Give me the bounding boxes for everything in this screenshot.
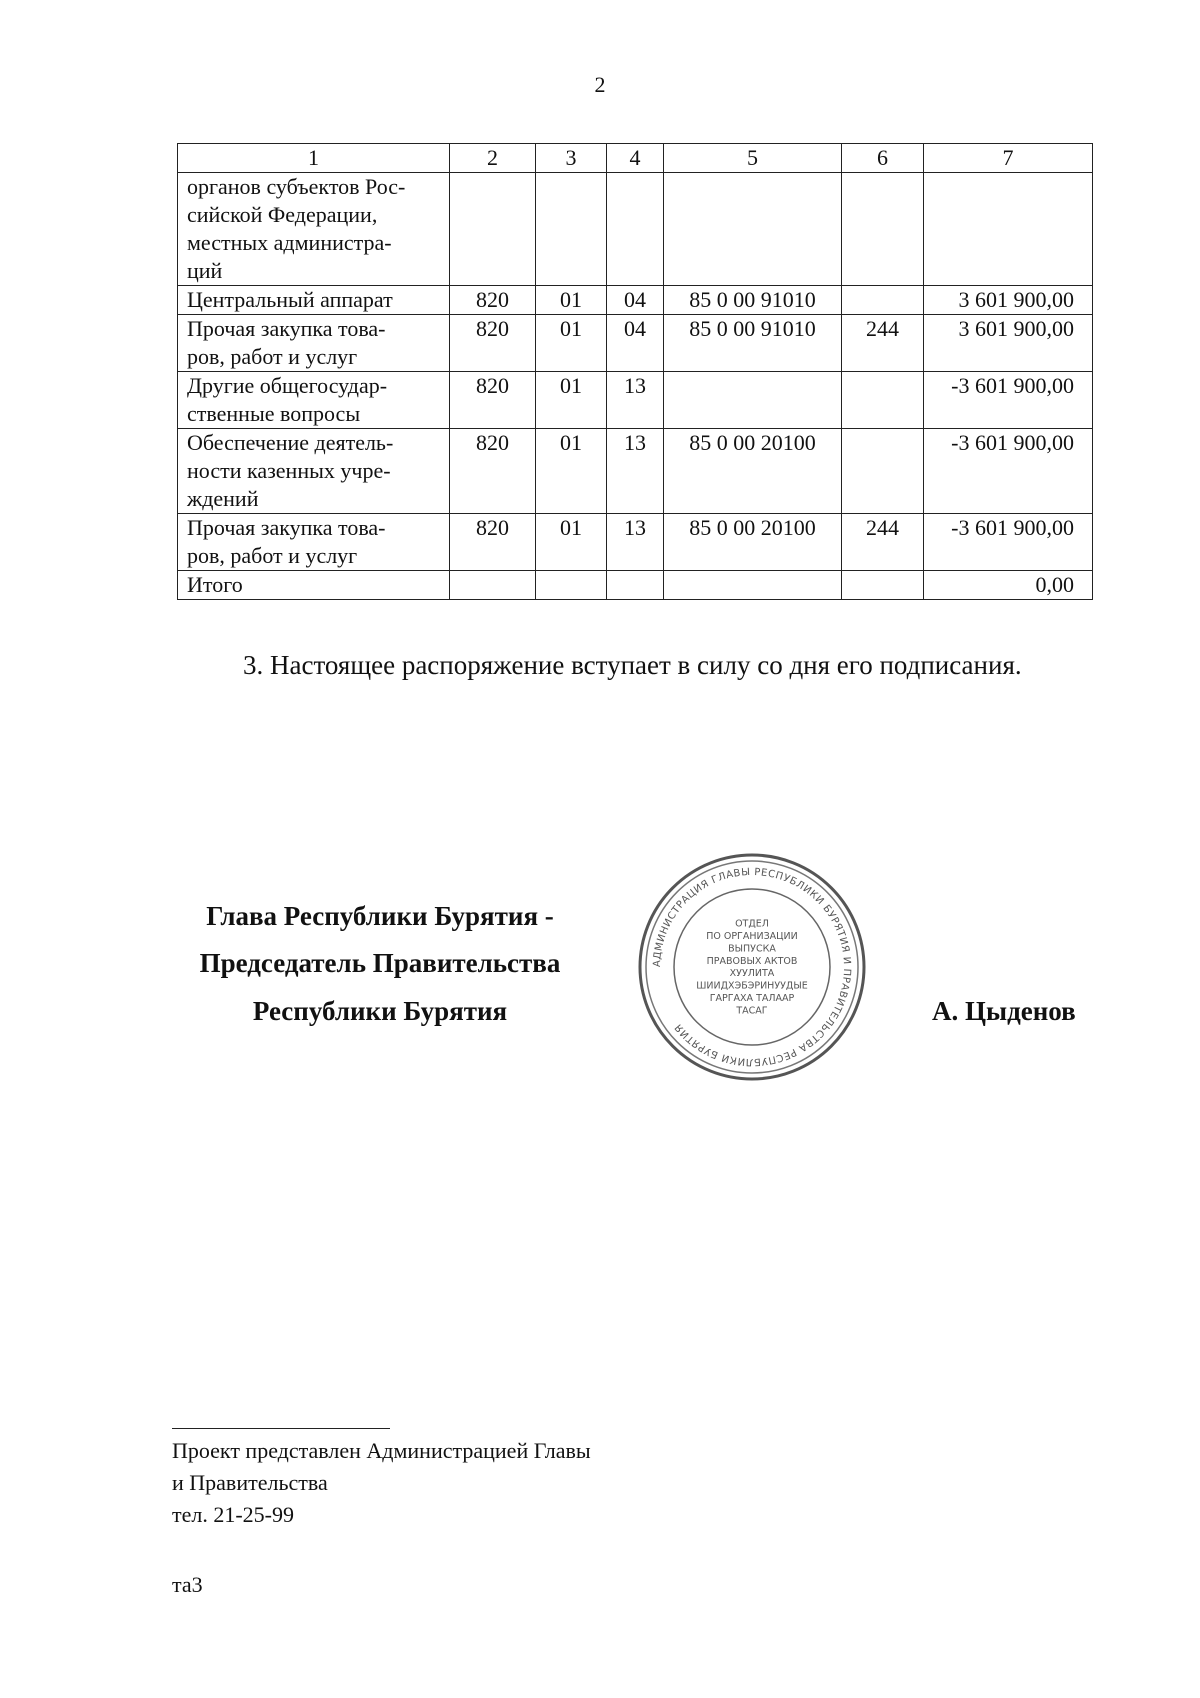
cell-col4: 04 [607,315,664,372]
stamp-inner-text: ХУУЛИТА [729,968,775,980]
cell-col5 [664,173,842,286]
cell-amount: -3 601 900,00 [924,429,1093,514]
stamp-inner-text: ГАРГАХА ТАЛААР [709,993,795,1004]
cell-col4: 04 [607,286,664,315]
paragraph-3: 3. Настоящее распоряжение вступает в силу со дня его подписания. [243,650,1022,680]
cell-amount: 3 601 900,00 [924,286,1093,315]
cell-col6: 244 [842,315,924,372]
stamp-inner-text: ПО ОРГАНИЗАЦИИ [706,931,798,942]
cell-col3: 01 [536,429,607,514]
cell-col5: 85 0 00 20100 [664,514,842,571]
cell-col3: 01 [536,514,607,571]
cell-col5: 85 0 00 91010 [664,286,842,315]
table-header-row [178,144,1093,173]
cell-item-name: Прочая закупка това- ров, работ и услуг [178,315,450,372]
cell-col4 [607,571,664,600]
cell-item-name: Обеспечение деятель- ности казенных учре- ждений [178,429,450,514]
table-row [178,372,1093,429]
cell-amount: -3 601 900,00 [924,372,1093,429]
table-header-cell: 4 [607,144,664,173]
footnote-line1: Проект представлен Администрацией Главы [172,1438,591,1463]
cell-item-name: Центральный аппарат [178,286,450,315]
table-header-cell: 7 [924,144,1093,173]
cell-col4: 13 [607,372,664,429]
table-row [178,514,1093,571]
cell-col6 [842,372,924,429]
official-seal-stamp [637,852,867,1082]
cell-col4: 13 [607,514,664,571]
cell-col4 [607,173,664,286]
cell-amount: 3 601 900,00 [924,315,1093,372]
cell-col2: 820 [450,514,536,571]
table-header-cell: 5 [664,144,842,173]
document-code: та3 [172,1572,203,1597]
cell-amount [924,173,1093,286]
signer-name: А. Цыденов [932,996,1076,1026]
table-header-cell: 3 [536,144,607,173]
table-row [178,571,1093,600]
cell-col2 [450,173,536,286]
stamp-inner-text: ТАСАГ [736,1005,768,1017]
budget-table [177,143,1093,600]
cell-col2: 820 [450,372,536,429]
cell-col6: 244 [842,514,924,571]
cell-col3: 01 [536,315,607,372]
table-row [178,286,1093,315]
cell-col3: 01 [536,372,607,429]
cell-item-name: органов субъектов Рос- сийской Федерации, местных администра- ций [178,173,450,286]
stamp-inner-text: ОТДЕЛ [735,918,769,930]
cell-col4: 13 [607,429,664,514]
page-number: 2 [594,72,606,97]
footnote-divider [172,1428,390,1429]
cell-amount: 0,00 [924,571,1093,600]
footnote-phone: тел. 21-25-99 [172,1502,295,1527]
cell-col5: 85 0 00 20100 [664,429,842,514]
cell-col2: 820 [450,286,536,315]
table-header-cell: 2 [450,144,536,173]
cell-col6 [842,173,924,286]
table-row [178,429,1093,514]
cell-col5 [664,571,842,600]
cell-item-name: Другие общегосудар- ственные вопросы [178,372,450,429]
cell-col6 [842,286,924,315]
cell-col5 [664,372,842,429]
signature-title-line2: Председатель Правительства [199,948,561,978]
table-header-cell: 6 [842,144,924,173]
stamp-inner-text: ПРАВОВЫХ АКТОВ [706,955,798,967]
stamp-inner-text: ШИИДХЭБЭРИНУУДЫЕ [696,980,808,992]
cell-col2: 820 [450,315,536,372]
signature-title-line3: Республики Бурятия [252,996,508,1026]
cell-col2 [450,571,536,600]
stamp-inner-text: ВЫПУСКА [728,943,776,955]
table-row [178,315,1093,372]
svg-text:АДМИНИСТРАЦИЯ ГЛАВЫ РЕСПУБЛИКИ: АДМИНИСТРАЦИЯ ГЛАВЫ РЕСПУБЛИКИ БУРЯТИЯ И ПРАВИТЕЛЬСТВА РЕСПУБЛИКИ БУРЯТИЯ [651,866,853,1068]
cell-item-name: Итого [178,571,450,600]
table-header-cell: 1 [178,144,450,173]
table-row [178,173,1093,286]
cell-amount: -3 601 900,00 [924,514,1093,571]
cell-item-name: Прочая закупка това- ров, работ и услуг [178,514,450,571]
signature-title-line1: Глава Республики Бурятия - [206,901,554,931]
cell-col5: 85 0 00 91010 [664,315,842,372]
cell-col6 [842,571,924,600]
cell-col3 [536,173,607,286]
cell-col2: 820 [450,429,536,514]
footnote-line2: и Правительства [172,1470,328,1495]
cell-col3 [536,571,607,600]
cell-col3: 01 [536,286,607,315]
cell-col6 [842,429,924,514]
